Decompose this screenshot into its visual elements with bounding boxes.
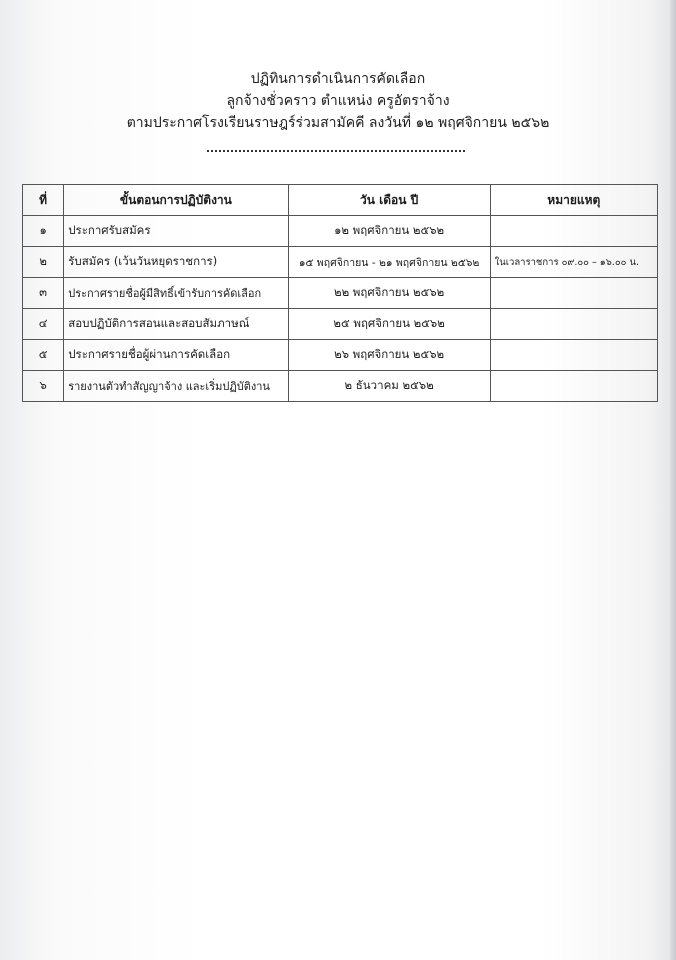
row-date: ๒๒ พฤศจิกายน ๒๕๖๒ [288,278,490,309]
header-step: ขั้นตอนการปฏิบัติงาน [64,185,288,216]
row-note [490,309,657,340]
table-header-row [23,185,658,216]
header-note: หมายแหตุ [490,185,657,216]
row-note [490,371,657,402]
document-announcement-ref: ตามประกาศโรงเรียนราษฎร์ร่วมสามัคคี ลงวันที่ ๑๒ พฤศจิกายน ๒๕๖๒ [126,115,550,131]
row-note [490,278,657,309]
row-step: ประกาศรับสมัคร [64,216,288,247]
row-number: ๖ [23,371,64,402]
row-number: ๔ [23,309,64,340]
document-header [0,68,676,134]
table-row [23,278,658,309]
dotted-divider [207,150,465,152]
row-step: สอบปฏิบัติการสอนและสอบสัมภาษณ์ [64,309,288,340]
table-row [23,371,658,402]
schedule-table [22,184,658,402]
document-subtitle: ลูกจ้างชั่วคราว ตำแหน่ง ครูอัตราจ้าง [226,93,450,109]
row-step: ประกาศรายชื่อผู้มีสิทธิ์เข้ารับการคัดเลือก [64,278,288,309]
row-number: ๕ [23,340,64,371]
header-date: วัน เดือน ปี [288,185,490,216]
row-number: ๓ [23,278,64,309]
row-date: ๒๕ พฤศจิกายน ๒๕๖๒ [288,309,490,340]
document-title: ปฏิทินการดำเนินการคัดเลือก [250,71,426,87]
row-step: รับสมัคร (เว้นวันหยุดราชการ) [64,247,288,278]
page-edge-shadow [670,0,676,960]
table-row [23,216,658,247]
row-note: ในเวลาราชการ ๐๙.๐๐ – ๑๖.๐๐ น. [490,247,657,278]
table-row [23,309,658,340]
row-step: รายงานตัวทำสัญญาจ้าง และเริ่มปฏิบัติงาน [64,371,288,402]
header-no: ที่ [23,185,64,216]
row-date: ๒๖ พฤศจิกายน ๒๕๖๒ [288,340,490,371]
row-note [490,216,657,247]
row-note [490,340,657,371]
table-row [23,340,658,371]
row-date: ๑๒ พฤศจิกายน ๒๕๖๒ [288,216,490,247]
row-number: ๑ [23,216,64,247]
table-row [23,247,658,278]
row-date: ๑๕ พฤศจิกายน - ๒๑ พฤศจิกายน ๒๕๖๒ [288,247,490,278]
row-date: ๒ ธันวาคม ๒๕๖๒ [288,371,490,402]
row-number: ๒ [23,247,64,278]
row-step: ประกาศรายชื่อผู้ผ่านการคัดเลือก [64,340,288,371]
